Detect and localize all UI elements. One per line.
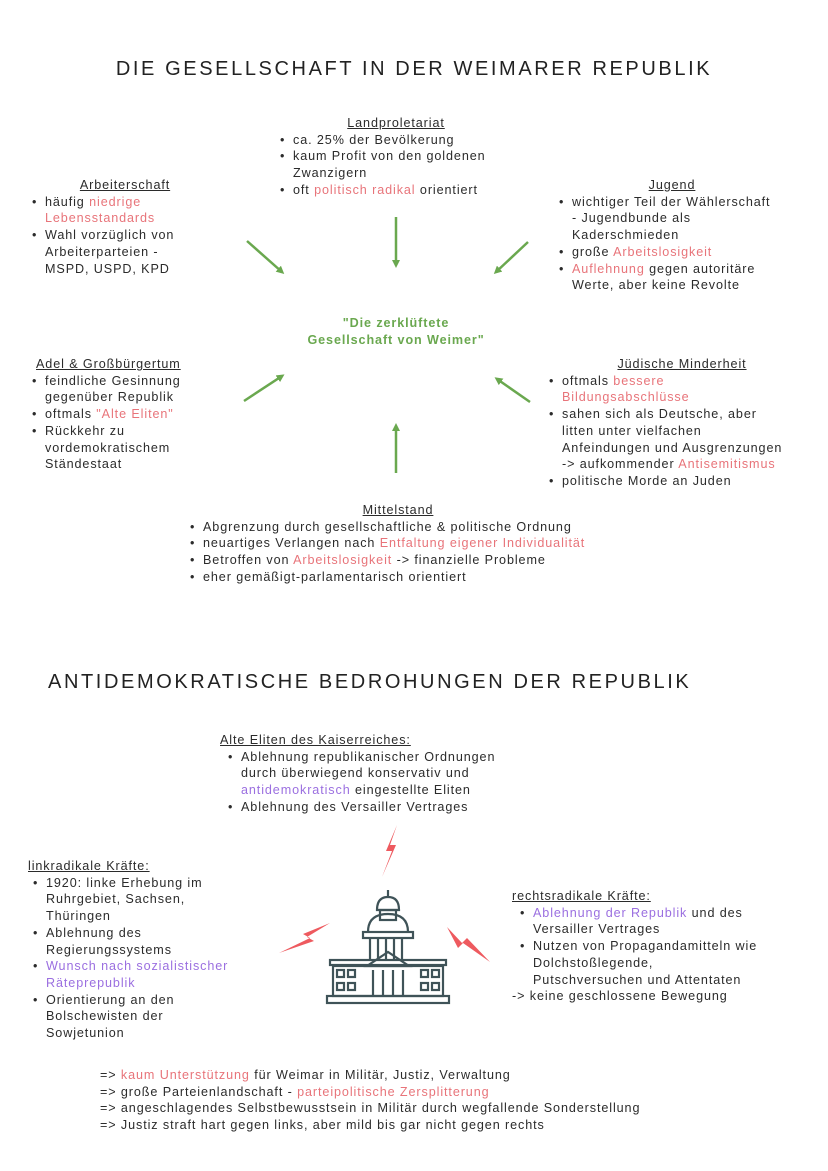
arrow-icon bbox=[496, 242, 528, 272]
group-alte-eliten bbox=[220, 732, 495, 816]
group-rechtsradikale bbox=[512, 888, 757, 1005]
group-heading: Jüdische Minderheit bbox=[617, 357, 747, 371]
arrow-icon bbox=[247, 241, 282, 272]
list-item bbox=[518, 972, 757, 989]
list-item bbox=[226, 765, 495, 782]
text-segment: große bbox=[572, 244, 614, 259]
group-heading: Mittelstand bbox=[362, 503, 434, 517]
highlighted-text: Lebensstandards bbox=[45, 211, 156, 226]
text-segment: Arbeiterparteien - bbox=[45, 244, 159, 259]
text-segment: Orientierung an den bbox=[46, 992, 175, 1007]
highlighted-text: Räteprepublik bbox=[46, 975, 136, 990]
text-segment: => angeschlagendes Selbstbewusstsein in Militär durch wegfallende Sonderstellung bbox=[100, 1101, 641, 1116]
text-segment: gegen autoritäre bbox=[644, 261, 756, 276]
list-item bbox=[31, 908, 228, 925]
highlighted-text: Arbeitslosigkeit bbox=[613, 244, 713, 259]
text-segment: Ablehnung des bbox=[46, 925, 142, 940]
text-segment: MSPD, USPD, KPD bbox=[45, 261, 170, 276]
center-quote-line: "Die zerklüftete bbox=[342, 316, 450, 330]
text-segment: für Weimar in Militär, Justiz, Verwaltung bbox=[249, 1068, 511, 1082]
list-item bbox=[31, 958, 228, 975]
text-segment: oft bbox=[293, 182, 315, 197]
list-item bbox=[226, 749, 495, 766]
group-heading: Landproletariat bbox=[347, 116, 445, 130]
text-segment: Wahl vorzüglich von bbox=[45, 228, 175, 243]
text-segment: Regierungssystems bbox=[46, 942, 172, 957]
list-item bbox=[518, 905, 757, 922]
text-segment: Abgrenzung durch gesellschaftliche & politische Ordnung bbox=[203, 519, 572, 534]
text-segment: neuartiges Verlangen nach bbox=[203, 536, 380, 551]
text-segment: Putschversuchen und Attentaten bbox=[533, 972, 742, 987]
highlighted-text: "Alte Eliten" bbox=[96, 407, 174, 422]
highlighted-text: bessere bbox=[613, 373, 665, 388]
text-segment: => Justiz straft hart gegen links, aber mild bis gar nicht gegen rechts bbox=[100, 1118, 545, 1133]
conclusion-line bbox=[100, 1067, 640, 1084]
list-item bbox=[31, 891, 228, 908]
conclusions bbox=[100, 1067, 640, 1134]
bullet-list bbox=[226, 749, 495, 816]
list-item bbox=[512, 988, 757, 1005]
group-heading: Arbeiterschaft bbox=[79, 178, 171, 192]
text-segment: orientiert bbox=[415, 182, 478, 197]
text-segment: Dolchstoßlegende, bbox=[533, 955, 654, 970]
highlighted-text: Arbeitslosigkeit bbox=[293, 553, 393, 568]
text-segment: => große Parteienlandschaft - bbox=[100, 1084, 298, 1099]
group-heading: Jugend bbox=[648, 178, 696, 192]
list-item bbox=[31, 942, 228, 959]
section-title-gesellschaft: DIE GESELLSCHAFT IN DER WEIMARER REPUBLIK bbox=[115, 58, 713, 80]
text-segment: Versailler Vertrages bbox=[533, 922, 661, 937]
text-segment: Werte, aber keine Revolte bbox=[572, 278, 740, 293]
highlighted-text: politisch radikal bbox=[314, 182, 416, 197]
highlighted-text: Entfaltung eigener Individualität bbox=[379, 536, 586, 551]
list-item bbox=[31, 875, 228, 892]
highlighted-text: antidemokratisch bbox=[241, 783, 351, 798]
text-segment: eher gemäßigt-parlamentarisch orientiert bbox=[203, 569, 467, 584]
list-item bbox=[31, 992, 228, 1009]
text-segment: häufig bbox=[45, 194, 90, 209]
conclusion-line bbox=[100, 1100, 640, 1117]
text-segment: Bolschewisten der bbox=[46, 1009, 164, 1024]
capitol-building-icon bbox=[327, 890, 449, 1003]
center-quote-line: Gesellschaft von Weimer" bbox=[307, 333, 485, 347]
lightning-icon bbox=[447, 927, 490, 962]
lightning-icon bbox=[279, 923, 330, 953]
text-segment: kaum Profit von den goldenen bbox=[293, 149, 486, 164]
list-item bbox=[518, 955, 757, 972]
text-segment: durch überwiegend konservativ und bbox=[241, 766, 470, 781]
list-item bbox=[226, 799, 495, 816]
text-segment: oftmals bbox=[562, 373, 614, 388]
text-segment: -> keine geschlossene Bewegung bbox=[512, 989, 728, 1004]
text-segment: oftmals bbox=[45, 407, 97, 422]
highlighted-text: niedrige bbox=[89, 194, 142, 209]
text-segment: 1920: linke Erhebung im bbox=[46, 875, 203, 890]
text-segment: Thüringen bbox=[46, 909, 111, 924]
text-segment: Ruhrgebiet, Sachsen, bbox=[46, 892, 186, 907]
text-segment: Anfeindungen und Ausgrenzungen bbox=[562, 440, 783, 455]
text-segment: - Jugendbunde als bbox=[572, 211, 691, 226]
text-segment: eingestellte Eliten bbox=[350, 783, 471, 798]
list-item bbox=[518, 921, 757, 938]
highlighted-text: Ablehnung der Republik bbox=[533, 905, 688, 920]
text-segment: gegenüber Republik bbox=[45, 390, 174, 405]
text-segment: vordemokratischem bbox=[45, 440, 171, 455]
text-segment: Sowjetunion bbox=[46, 1026, 125, 1041]
list-item bbox=[518, 938, 757, 955]
text-segment: Ablehnung des Versailler Vertrages bbox=[241, 799, 469, 814]
list-item bbox=[31, 1008, 228, 1025]
bullet-list bbox=[512, 905, 758, 1005]
highlighted-text: Bildungsabschlüsse bbox=[562, 390, 690, 405]
text-segment: politische Morde an Juden bbox=[562, 473, 732, 488]
section-title-bedrohungen: ANTIDEMOKRATISCHE BEDROHUNGEN DER REPUBLIK bbox=[48, 671, 692, 693]
text-segment: litten unter vielfachen bbox=[562, 423, 702, 438]
text-segment: Kaderschmieden bbox=[572, 228, 680, 243]
highlighted-text: Wunsch nach sozialistischer bbox=[46, 959, 229, 974]
bullet-list bbox=[31, 875, 228, 1042]
group-heading: Adel & Großbürgertum bbox=[36, 357, 181, 371]
conclusion-line bbox=[100, 1117, 640, 1134]
list-item bbox=[31, 975, 228, 992]
text-segment: => bbox=[100, 1068, 121, 1082]
group-heading: rechtsradikale Kräfte: bbox=[512, 889, 651, 903]
text-segment: -> finanzielle Probleme bbox=[392, 553, 546, 568]
highlighted-text: Auflehnung bbox=[572, 261, 645, 276]
text-segment: sahen sich als Deutsche, aber bbox=[562, 407, 757, 422]
arrow-icon bbox=[497, 379, 530, 402]
arrow-icon bbox=[244, 376, 282, 401]
text-segment: ca. 25% der Bevölkerung bbox=[293, 132, 455, 147]
list-item bbox=[226, 782, 495, 799]
text-segment: Zwanzigern bbox=[293, 166, 368, 181]
text-segment: Betroffen von bbox=[203, 553, 294, 568]
text-segment: -> aufkommender bbox=[562, 457, 679, 472]
list-item bbox=[31, 1025, 228, 1042]
list-item bbox=[31, 925, 228, 942]
text-segment: Rückkehr zu bbox=[45, 423, 125, 438]
text-segment: und des bbox=[687, 905, 743, 920]
text-segment: Ständestaat bbox=[45, 457, 123, 472]
lightning-icon bbox=[382, 825, 397, 877]
text-segment: wichtiger Teil der Wählerschaft bbox=[572, 194, 771, 209]
conclusion-line bbox=[100, 1084, 640, 1101]
highlighted-text: Antisemitismus bbox=[678, 457, 776, 472]
group-linkradikale bbox=[28, 858, 228, 1042]
highlighted-text: kaum Unterstützung bbox=[120, 1068, 250, 1082]
group-heading: linkradikale Kräfte: bbox=[28, 859, 150, 873]
highlighted-text: parteipolitische Zersplitterung bbox=[297, 1084, 490, 1099]
text-segment: Nutzen von Propagandamitteln wie bbox=[533, 939, 758, 954]
group-heading: Alte Eliten des Kaiserreiches: bbox=[220, 733, 411, 747]
text-segment: Ablehnung republikanischer Ordnungen bbox=[241, 749, 496, 764]
text-segment: feindliche Gesinnung bbox=[45, 373, 181, 388]
